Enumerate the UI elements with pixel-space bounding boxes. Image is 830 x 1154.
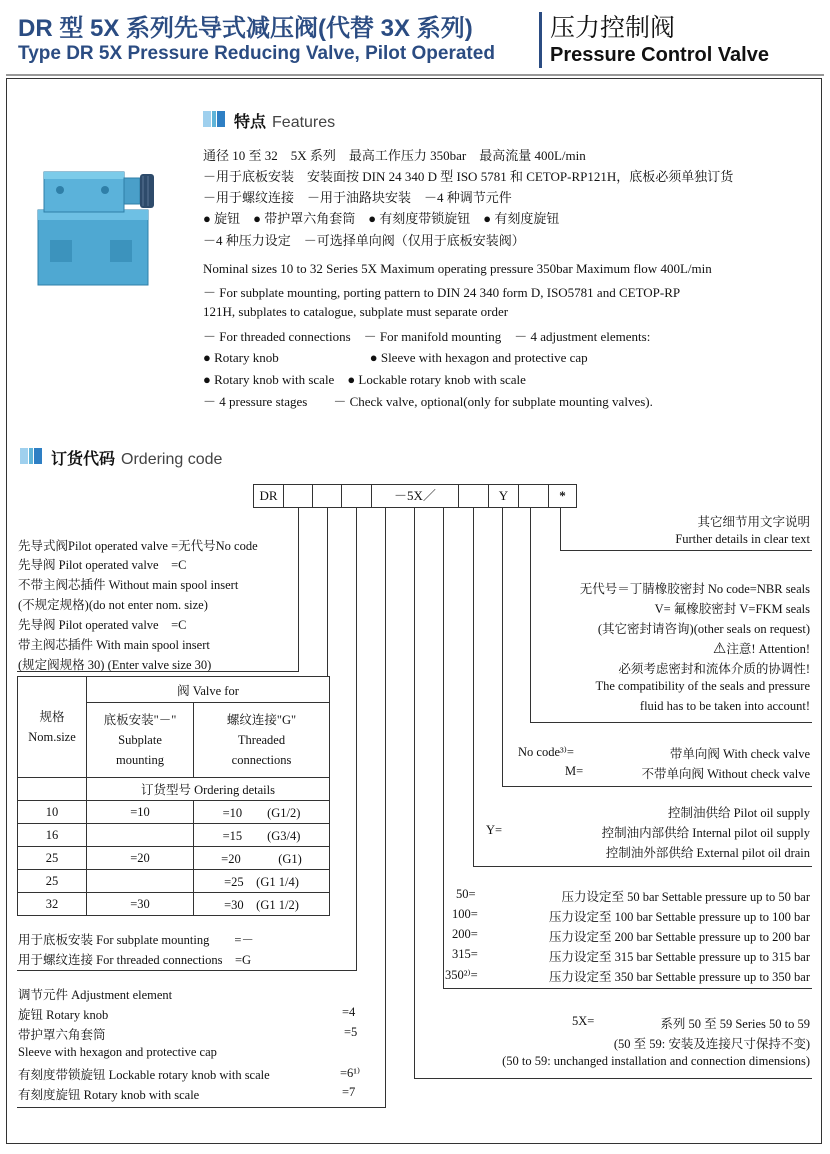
adjust-item: 有刻度旋钮 Rotary knob with scale	[18, 1088, 200, 1102]
table-row	[18, 893, 330, 916]
attention-text: 注意! Attention!	[726, 642, 810, 656]
check-code: M=	[565, 764, 584, 778]
adjust-title: 调节元件 Adjustment element	[18, 988, 173, 1002]
features-heading-en: Features	[272, 114, 336, 131]
features-heading-cn: 特点	[234, 112, 267, 131]
series-code: 5X=	[572, 1014, 595, 1028]
table-cell-size: 25	[18, 847, 87, 870]
seals-note: 必须考虑密封和流体介质的协调性!	[618, 662, 810, 676]
pressure-text: 压力设定至 350 bar Settable pressure up to 350 bar	[548, 970, 810, 984]
ordering-heading-cn: 订货代码	[51, 449, 116, 468]
seals-note: V= 氟橡胶密封 V=FKM seals	[654, 602, 810, 616]
attention-note	[713, 639, 810, 658]
pilot-note: (不规定规格)(do not enter nom. size)	[18, 598, 208, 612]
feature-en-line: 121H, subplates to catalogue, subplate must separate order	[203, 304, 509, 319]
connector-line	[502, 507, 503, 787]
table-cell-size: 25	[18, 870, 87, 893]
feature-cn-line: －4 种压力设定 －可选择单向阀（仅用于底板安装阀）	[203, 233, 525, 248]
table-header-subplate: 底板安装"－" Subplate mounting	[87, 703, 194, 778]
category-title-cn: 压力控制阀	[550, 15, 676, 42]
table-row	[18, 801, 330, 824]
connector-line	[473, 507, 474, 867]
pilot-oil-note: 控制油供给 Pilot oil supply	[667, 806, 810, 820]
code-box-type: DR	[253, 484, 284, 508]
table-cell-size: 10	[18, 801, 87, 824]
table-cell-subplate: =30	[87, 893, 194, 916]
connector-line	[414, 507, 415, 1079]
feature-cn-line: 通径 10 至 32 5X 系列 最高工作压力 350bar 最高流量 400L/min	[203, 148, 586, 163]
connector-line	[298, 507, 299, 672]
pilot-note: 先导阀 Pilot operated valve =C	[18, 618, 187, 632]
table-header-threaded: 螺纹连接"G" Threaded connections	[194, 703, 330, 778]
pressure-text: 压力设定至 100 bar Settable pressure up to 100 bar	[548, 910, 810, 924]
pressure-code: 350²⁾=	[445, 968, 478, 982]
table-header-ordering-details: 订货型号 Ordering details	[87, 778, 330, 801]
seals-note: 无代号＝丁腈橡胶密封 No code=NBR seals	[579, 582, 810, 596]
seals-note: The compatibility of the seals and pressure	[595, 679, 810, 693]
header-rule	[6, 74, 824, 76]
feature-en-line: ● Rotary knob ● Sleeve with hexagon and protective cap	[203, 350, 588, 365]
table-header-valve-for: 阀 Valve for	[87, 677, 330, 703]
series-note: (50 to 59: unchanged installation and connection dimensions)	[502, 1054, 810, 1068]
ordering-heading-en: Ordering code	[121, 451, 223, 468]
connector-line	[530, 507, 531, 723]
header-divider	[539, 12, 542, 68]
mounting-note: 用于螺纹连接 For threaded connections =G	[18, 953, 252, 967]
connector-line	[443, 988, 812, 989]
adjust-item: Sleeve with hexagon and protective cap	[18, 1045, 217, 1059]
adjust-item: 有刻度带锁旋钮 Lockable rotary knob with scale	[18, 1068, 270, 1082]
pilot-oil-code: Y=	[486, 823, 503, 837]
table-row	[18, 847, 330, 870]
adjust-code: =7	[342, 1085, 356, 1099]
check-text: 不带单向阀 Without check valve	[641, 767, 810, 781]
connector-line	[560, 550, 812, 551]
connector-line	[414, 1078, 812, 1079]
feature-en-line: － 4 pressure stages － Check valve, optional(only for subplate mounting valves).	[203, 394, 653, 409]
feature-en-line: － For threaded connections － For manifold mounting － 4 adjustment elements:	[203, 329, 651, 344]
table-row	[18, 870, 330, 893]
connector-line	[560, 507, 561, 551]
category-title-en: Pressure Control Valve	[550, 44, 769, 66]
table-cell-threaded: =30 (G1 1/2)	[194, 893, 330, 916]
code-box-pressure	[458, 484, 489, 508]
feature-en-line: － For subplate mounting, porting pattern to DIN 24 340 form D, ISO5781 and CETOP-RP	[203, 285, 681, 300]
adjust-code: =5	[344, 1025, 358, 1039]
pressure-text: 压力设定至 50 bar Settable pressure up to 50 bar	[561, 890, 810, 904]
table-cell-threaded: =10 (G1/2)	[194, 801, 330, 824]
mounting-note: 用于底板安装 For subplate mounting =－	[18, 933, 254, 947]
ordering-heading	[51, 446, 222, 469]
code-box-series: －5X／	[371, 484, 459, 508]
pilot-oil-note: 控制油内部供给 Internal pilot oil supply	[601, 826, 810, 840]
feature-cn-line: ● 旋钮 ● 带护罩六角套筒 ● 有刻度带锁旋钮 ● 有刻度旋钮	[203, 211, 560, 226]
page-title-cn: DR 型 5X 系列先导式减压阀(代替 3X 系列)	[18, 15, 473, 42]
table-cell-subplate	[87, 824, 194, 847]
pressure-text: 压力设定至 315 bar Settable pressure up to 315 bar	[548, 950, 810, 964]
table-cell-subplate: =20	[87, 847, 194, 870]
valve-product-image	[30, 150, 160, 290]
features-heading	[234, 109, 335, 132]
warning-icon: ⚠	[712, 641, 727, 657]
adjust-item: 带护罩六角套筒	[18, 1028, 106, 1042]
table-cell-threaded: =25 (G1 1/4)	[194, 870, 330, 893]
pressure-code: 100=	[452, 907, 478, 921]
connector-line	[502, 786, 812, 787]
table-cell-size: 32	[18, 893, 87, 916]
pilot-note: 先导式阀Pilot operated valve =无代号No code	[18, 539, 258, 553]
check-text: 带单向阀 With check valve	[669, 747, 810, 761]
further-details-note: Further details in clear text	[675, 532, 810, 546]
code-box-adjust	[341, 484, 372, 508]
table-cell-size: 16	[18, 824, 87, 847]
table-cell-threaded: =15 (G3/4)	[194, 824, 330, 847]
pilot-note: (规定阀规格 30) (Enter valve size 30)	[18, 658, 212, 672]
connector-line	[385, 507, 386, 1108]
connector-line	[356, 507, 357, 971]
connector-line	[17, 970, 357, 971]
connector-line	[530, 722, 812, 723]
connector-line	[443, 507, 444, 989]
section-bullet-icon	[20, 448, 42, 464]
connector-line	[17, 1107, 386, 1108]
code-box-pilot-oil: Y	[488, 484, 519, 508]
feature-en-line: Nominal sizes 10 to 32 Series 5X Maximum operating pressure 350bar Maximum flow 400L/min	[203, 261, 712, 276]
connector-line	[473, 866, 812, 867]
table-cell-threaded: =20 (G1)	[194, 847, 330, 870]
table-header-nom-size: 规格 Nom.size	[18, 677, 87, 778]
code-box-pilot	[283, 484, 313, 508]
connector-line	[327, 507, 328, 677]
pilot-note: 带主阀芯插件 With main spool insert	[18, 638, 210, 652]
check-code: No code³⁾=	[518, 745, 574, 759]
table-cell-subplate: =10	[87, 801, 194, 824]
code-box-check	[518, 484, 549, 508]
section-bullet-icon	[203, 111, 225, 127]
adjust-item: 旋钮 Rotary knob	[18, 1008, 109, 1022]
pressure-code: 200=	[452, 927, 478, 941]
feature-cn-line: －用于螺纹连接 －用于油路块安装 －4 种调节元件	[203, 190, 512, 205]
pilot-note: 先导阀 Pilot operated valve =C	[18, 558, 187, 572]
adjust-code: =6¹⁾	[340, 1066, 361, 1080]
pilot-note: 不带主阀芯插件 Without main spool insert	[18, 578, 239, 592]
table-cell-subplate	[87, 870, 194, 893]
adjust-code: =4	[342, 1005, 356, 1019]
series-note: (50 至 59: 安装及连接尺寸保持不变)	[613, 1037, 810, 1051]
page-title-en: Type DR 5X Pressure Reducing Valve, Pilot Operated	[18, 43, 495, 64]
feature-en-line: ● Rotary knob with scale ● Lockable rotary knob with scale	[203, 372, 526, 387]
pressure-code: 315=	[452, 947, 478, 961]
pressure-code: 50=	[456, 887, 476, 901]
code-box-seals: *	[548, 484, 577, 508]
series-note: 系列 50 至 59 Series 50 to 59	[660, 1017, 810, 1031]
seals-note: (其它密封请咨询)(other seals on request)	[597, 622, 810, 636]
seals-note: fluid has to be taken into account!	[639, 699, 810, 713]
feature-cn-line: －用于底板安装 安装面按 DIN 24 340 D 型 ISO 5781 和 CETOP-RP121H，底板必须单独订货	[203, 169, 734, 184]
size-table	[17, 676, 330, 916]
pressure-text: 压力设定至 200 bar Settable pressure up to 200 bar	[548, 930, 810, 944]
code-box-size	[312, 484, 342, 508]
table-row	[18, 824, 330, 847]
further-details-note: 其它细节用文字说明	[697, 515, 810, 529]
pilot-oil-note: 控制油外部供给 External pilot oil drain	[605, 846, 810, 860]
